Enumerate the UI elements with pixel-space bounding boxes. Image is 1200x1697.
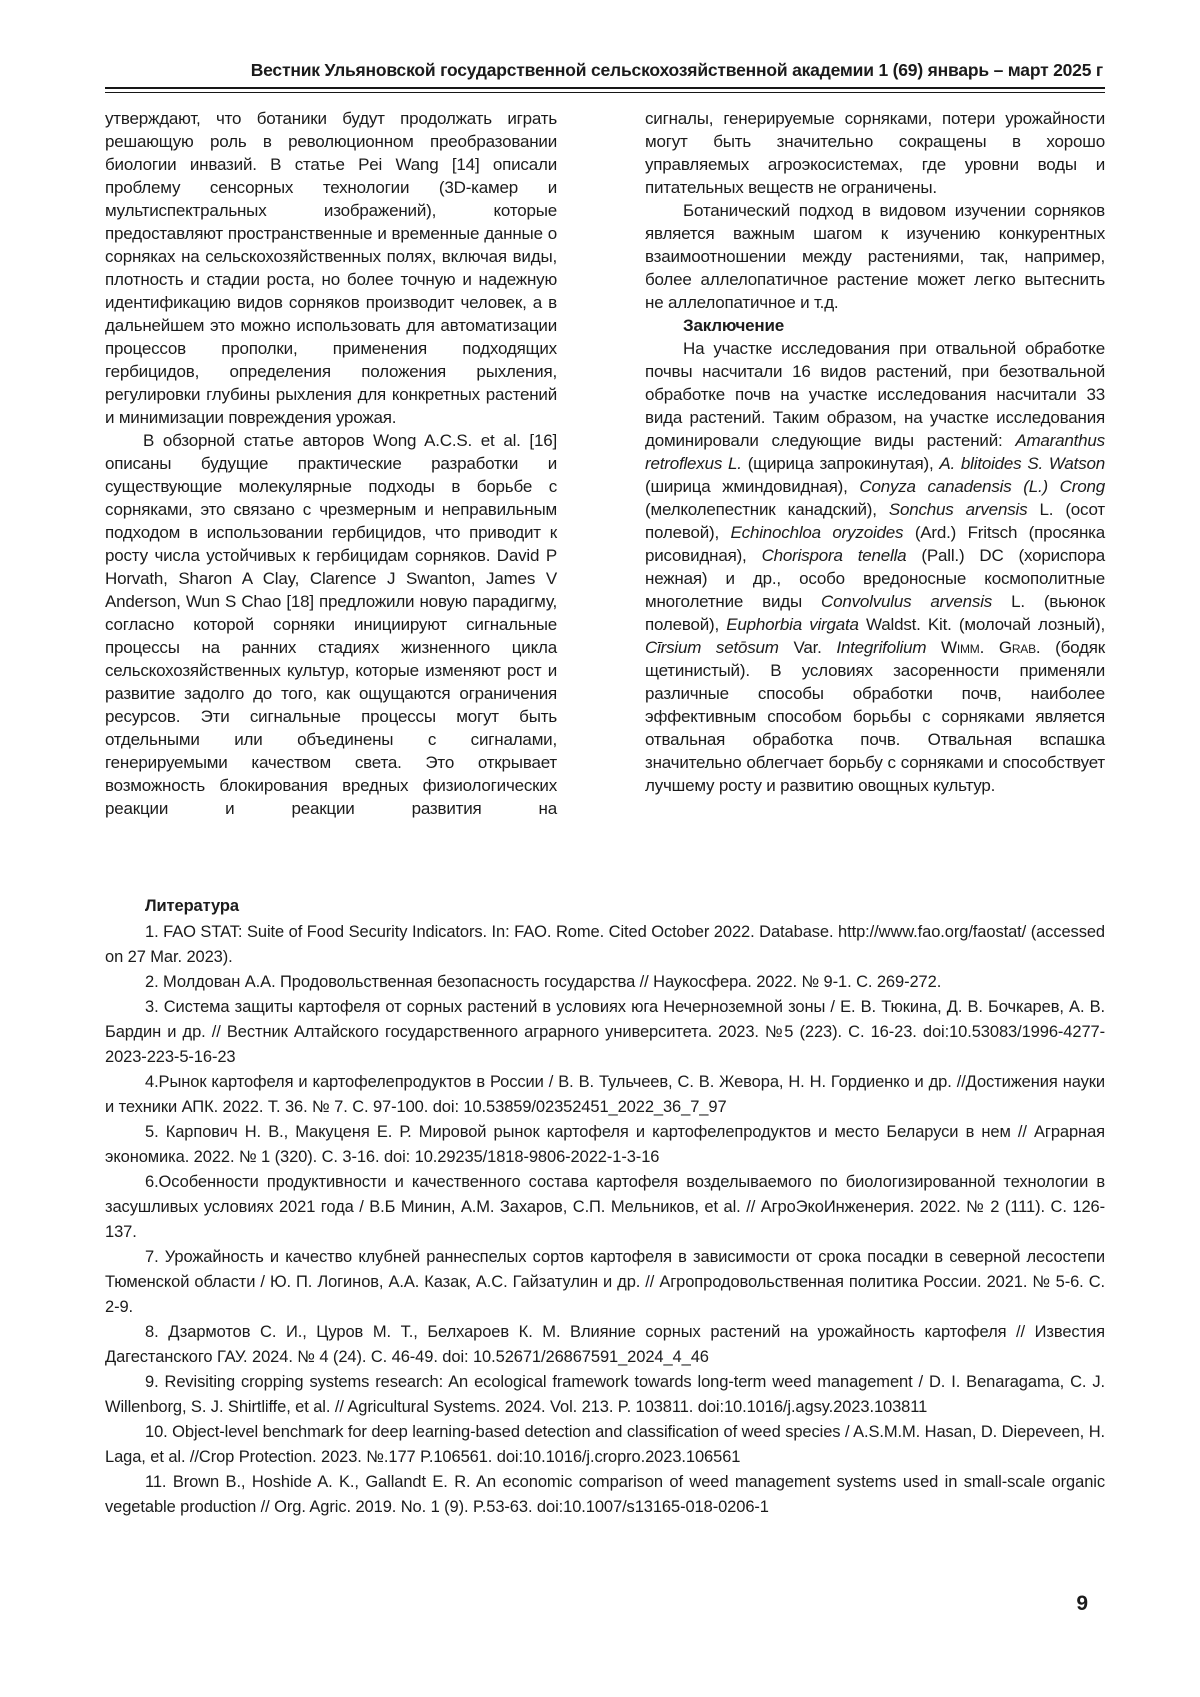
text-run: Conyza canadensis (L.) Crong bbox=[859, 477, 1105, 496]
reference-item: 9. Revisiting cropping systems research: An ecological framework towards long-term weed management / D. I. Benaragama, C. J. Willenborg, S. J. Shirtliffe, et al. // Agricultural Systems. 2024. Vol. 213. P. 103811. doi:10.1016/j.agsy.2023.103811 bbox=[105, 1373, 1105, 1416]
text-run: Waldst. Kit. (молочай лозный), bbox=[858, 615, 1106, 634]
right-column bbox=[645, 107, 1105, 820]
text-run: В обзорной статье авторов Wong A.C.S. et al. [16] описаны будущие практические разработки и существующие молекулярные подходы в борьбе с сорняками, это связано с чрезмерным и неправильным подходом в использовании гербицидов, что приводит к росту числа устойчивых к гербицидам сорняков. David P Horvath, Sharon A Clay, Clarence J Swanton, James V Anderson, Wun S Chao [18] предложили новую парадигму, согласно которой сорняки инициируют сигнальные процессы на ранних стадиях жизненного цикла сельскохозяйственных культур, которые изменяют рост и развитие задолго до того, как ощущаются ограничения ресурсов. Эти сигнальные процессы могут быть отдельными или объединены с сигналами, генерируемыми качеством света. Это открывает возможность блокирования вредных физиологических реакции и реакции развития на bbox=[105, 431, 557, 818]
text-run bbox=[926, 638, 941, 657]
text-run: (Ard.) Fritsch (просянка рисовидная), bbox=[645, 523, 1105, 565]
text-run: Integrifolium bbox=[836, 638, 927, 657]
text-run: Amaranthus retroflexus L. bbox=[645, 431, 1105, 473]
references-list bbox=[105, 920, 1105, 1520]
conclusion-heading bbox=[645, 314, 1105, 337]
references-section bbox=[105, 894, 1105, 1520]
text-run: Chorispora tenella bbox=[761, 546, 907, 565]
header-rule bbox=[105, 87, 1105, 93]
text-run: A. blitoides S. Watson bbox=[939, 454, 1106, 473]
reference-item: 10. Object-level benchmark for deep learning-based detection and classification of weed species / A.S.M.M. Hasan, D. Diepeveen, H. Laga, et al. //Crop Protection. 2023. №.177 P.106561. doi:10.1016/j.cropro.2023.106561 bbox=[105, 1423, 1105, 1466]
text-run: Wimm. Grab. bbox=[941, 638, 1041, 657]
reference-item: 4.Рынок картофеля и картофелепродуктов в России / В. В. Тульчеев, С. В. Жевора, Н. Н. Гордиенко и др. //Достижения науки и техники АПК. 2022. Т. 36. № 7. С. 97-100. doi: 10.53859/02352451_2022_36_7_97 bbox=[105, 1073, 1105, 1116]
text-run: (мелколепестник канадский), bbox=[645, 500, 889, 519]
text-run: Convolvulus arvensis bbox=[821, 592, 993, 611]
text-run: сигналы, генерируемые сорняками, потери урожайности могут быть значительно сокращены в хорошо управляемых агроэкосистемах, где уровни воды и питательных веществ не ограничены. bbox=[645, 109, 1105, 197]
paragraph bbox=[105, 107, 557, 429]
text-run: Ботанический подход в видовом изучении сорняков является важным шагом к изучению конкурентных взаимоотношении между растениями, так, например, более аллелопатичное растение может легко вытеснить не аллелопатичное и т.д. bbox=[645, 201, 1105, 312]
text-run: (щирица запрокинутая), bbox=[741, 454, 940, 473]
paragraph bbox=[645, 337, 1105, 797]
paragraph bbox=[645, 199, 1105, 314]
text-run: Var. bbox=[778, 638, 837, 657]
paragraph bbox=[105, 429, 557, 820]
text-run: L. (вьюнок полевой), bbox=[645, 592, 1105, 634]
page-number: 9 bbox=[1076, 1592, 1088, 1615]
text-run: Euphorbia virgata bbox=[726, 615, 859, 634]
reference-item: 5. Карпович Н. В., Макуценя Е. Р. Мировой рынок картофеля и картофелепродуктов и место Беларуси в нем // Аграрная экономика. 2022. № 1 (320). С. 3-16. doi: 10.29235/1818-9806-2022-1-3-16 bbox=[105, 1123, 1105, 1166]
left-column bbox=[105, 107, 557, 820]
reference-item: 8. Дзармотов С. И., Цуров М. Т., Белхароев К. М. Влияние сорных растений на урожайность картофеля // Известия Дагестанского ГАУ. 2024. № 4 (24). С. 46-49. doi: 10.52671/26867591_2024_4_46 bbox=[105, 1323, 1105, 1366]
reference-item: 2. Молдован А.А. Продовольственная безопасность государства // Наукосфера. 2022. № 9-1. С. 269-272. bbox=[145, 973, 942, 991]
text-run: На участке исследования при отвальной обработке почвы насчитали 16 видов растений, при безотвальной обработке почв на участке исследования насчитали 33 вида растений. Таким образом, на участке исследования доминировали следующие виды растений: bbox=[645, 339, 1105, 450]
reference-item: 1. FAO STAT: Suite of Food Security Indicators. In: FAO. Rome. Cited October 2022. Database. http://www.fao.org/faostat/ (accessed on 27 Mar. 2023). bbox=[105, 923, 1105, 966]
reference-item: 3. Система защиты картофеля от сорных растений в условиях юга Нечерноземной зоны / Е. В. Тюкина, Д. В. Бочкарев, А. В. Бардин и др. // Вестник Алтайского государственного аграрного университета. 2023. №5 (223). С. 16-23. doi:10.53083/1996-4277-2023-223-5-16-23 bbox=[105, 998, 1105, 1066]
running-header: Вестник Ульяновской государственной сельскохозяйственной академии 1 (69) январь – март 2025 г bbox=[250, 60, 1103, 80]
reference-item: 7. Урожайность и качество клубней раннеспелых сортов картофеля в зависимости от срока посадки в северной лесостепи Тюменской области / Ю. П. Логинов, А.А. Казак, А.С. Гайзатулин и др. // Агропродовольственная политика России. 2021. № 5-6. С. 2-9. bbox=[105, 1248, 1105, 1316]
text-run: Sonchus arvensis bbox=[888, 500, 1028, 519]
reference-item: 11. Brown B., Hoshide A. K., Gallandt E. R. An economic comparison of weed management systems used in small-scale organic vegetable production // Org. Agric. 2019. No. 1 (9). P.53-63. doi:10.1007/s13165-018-0206-1 bbox=[105, 1473, 1105, 1516]
text-run: Cīrsium setōsum bbox=[645, 638, 779, 657]
text-run: утверждают, что ботаники будут продолжать играть решающую роль в революционном преобразовании биологии инвазий. В статье Pei Wang [14] описали проблему сенсорных технологии (3D-камер и мультиспектральных изображений), которые предоставляют пространственные и временные данные о сорняках на сельскохозяйственных полях, включая виды, плотность и стадии роста, но более точную и надежную идентификацию видов сорняков производит человек, а в дальнейшем это можно использовать для автоматизации процессов прополки, применения подходящих гербицидов, определения положения рыхления, регулировки глубины рыхления для конкретных растений и минимизации повреждения урожая. bbox=[105, 109, 557, 427]
text-run: (ширица жминдовидная), bbox=[645, 477, 860, 496]
references-heading: Литература bbox=[145, 897, 239, 915]
article-body bbox=[105, 107, 1105, 820]
reference-item: 6.Особенности продуктивности и качественного состава картофеля возделываемого по биологизированной технологии в засушливых условиях 2021 года / В.Б Минин, А.М. Захаров, С.П. Мельников, et al. // АгроЭкоИнженерия. 2022. № 2 (111). С. 126-137. bbox=[105, 1173, 1105, 1241]
text-run: L. (осот полевой), bbox=[645, 500, 1105, 542]
paragraph bbox=[645, 107, 1105, 199]
text-run: Echinochloa oryzoides bbox=[730, 523, 904, 542]
text-run: (Pall.) DC (хориспора нежная) и др., особо вредоносные космополитные многолетние виды bbox=[645, 546, 1105, 611]
text-run: Заключение bbox=[683, 316, 784, 335]
text-run: (бодяк щетинистый). В условиях засоренности применяли различные способы обработки почв, наиболее эффективным способом борьбы с сорняками является отвальная обработка почв. Отвальная вспашка значительно облегчает борьбу с сорняками и способствует лучшему росту и развитию овощных культур. bbox=[645, 638, 1105, 795]
